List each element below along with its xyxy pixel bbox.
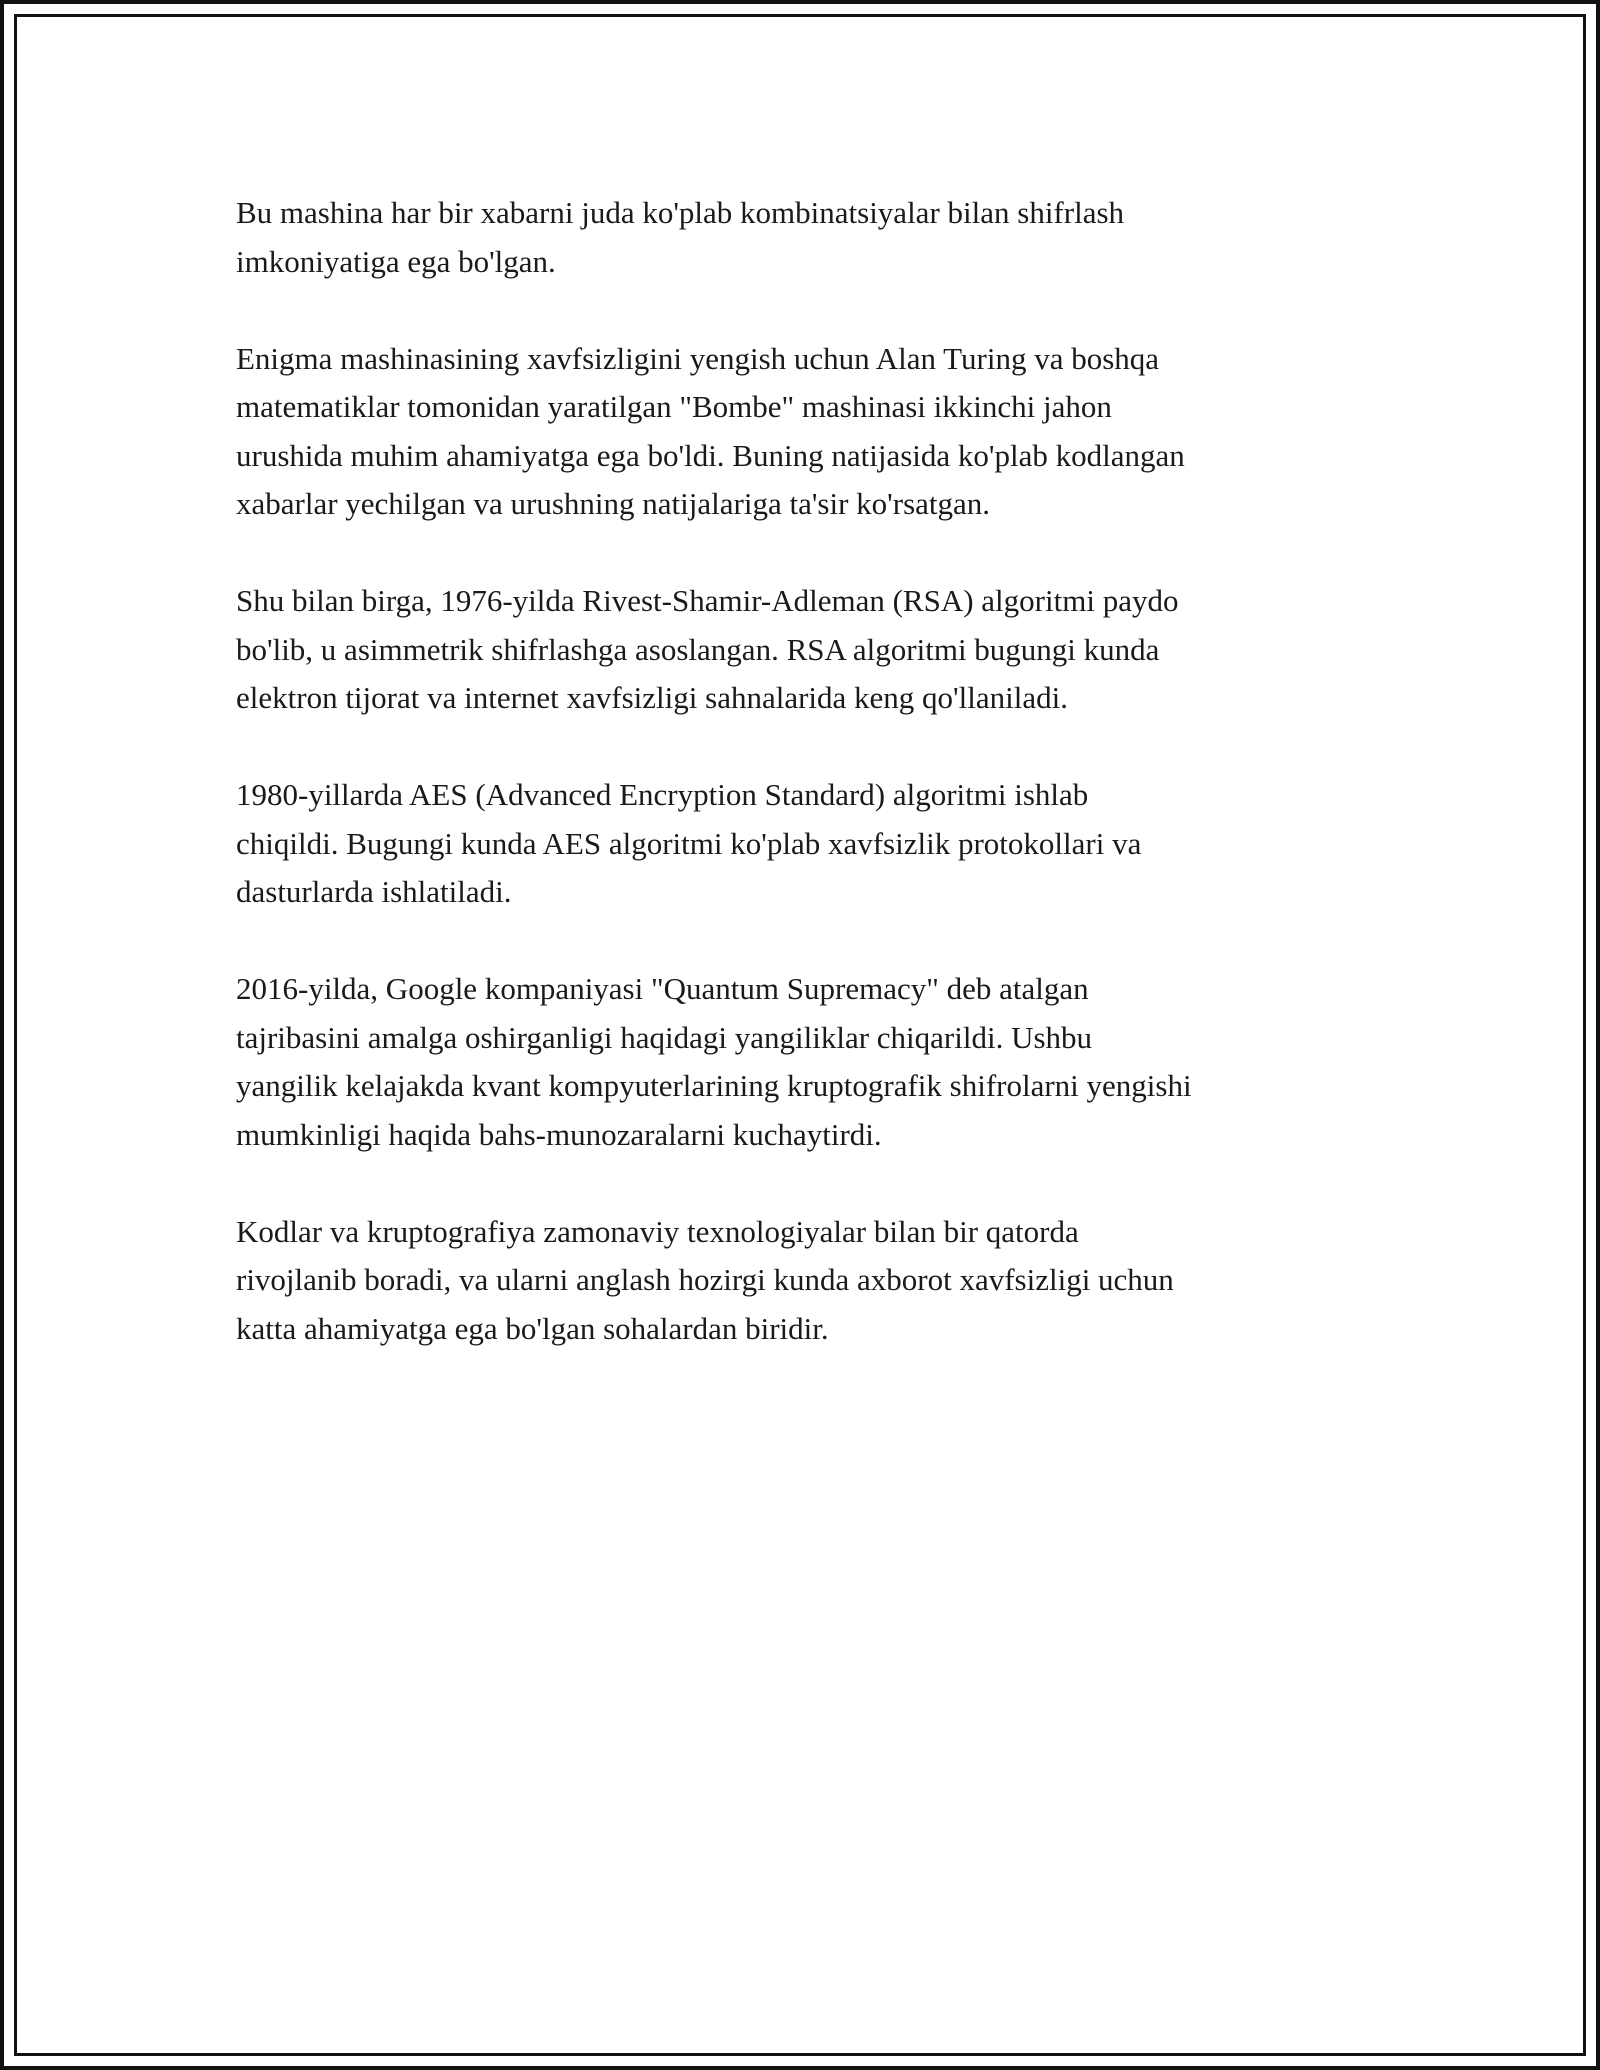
text-line: rivojlanib boradi, va ularni anglash hozirgi kunda axborot xavfsizligi uchun: [236, 1262, 1174, 1297]
text-line: xabarlar yechilgan va urushning natijalariga ta'sir ko'rsatgan.: [236, 486, 991, 521]
text-line: imkoniyatiga ega bo'lgan.: [236, 243, 556, 279]
paragraph-3: [236, 577, 1396, 723]
text-line: katta ahamiyatga ega bo'lgan sohalardan biridir.: [236, 1310, 829, 1346]
text-line: 1980-yillarda AES (Advanced Encryption Standard) algoritmi ishlab: [236, 777, 1089, 812]
paragraph-5: [236, 965, 1396, 1159]
text-line: tajribasini amalga oshirganligi haqidagi yangiliklar chiqarildi. Ushbu: [236, 1019, 1093, 1055]
paragraph-6: [236, 1208, 1396, 1354]
paragraph-4: [236, 771, 1396, 917]
text-line: bo'lib, u asimmetrik shifrlashga asoslangan. RSA algoritmi bugungi kunda: [236, 631, 1160, 667]
text-line: Enigma mashinasining xavfsizligini yengish uchun Alan Turing va boshqa: [236, 340, 1160, 376]
text-line: mumkinligi haqida bahs-munozaralarni kuchaytirdi.: [236, 1116, 882, 1152]
paragraph-1: [236, 189, 1396, 286]
text-line: yangilik kelajakda kvant kompyuterlarining kruptografik shifrolarni yengishi: [236, 1068, 1192, 1103]
text-line: chiqildi. Bugungi kunda AES algoritmi ko'plab xavfsizlik protokollari va: [236, 825, 1142, 861]
text-line: Kodlar va kruptografiya zamonaviy texnologiyalar bilan bir qatorda: [236, 1213, 1079, 1249]
text-line: elektron tijorat va internet xavfsizligi sahnalarida keng qo'llaniladi.: [236, 680, 1068, 715]
document-body: [236, 189, 1396, 1402]
text-line: Shu bilan birga, 1976-yilda Rivest-Shamir-Adleman (RSA) algoritmi paydo: [236, 583, 1179, 618]
text-line: dasturlarda ishlatiladi.: [236, 874, 512, 909]
paragraph-2: [236, 335, 1396, 529]
text-line: 2016-yilda, Google kompaniyasi "Quantum Supremacy" deb atalgan: [236, 971, 1089, 1006]
text-line: urushida muhim ahamiyatga ega bo'ldi. Buning natijasida ko'plab kodlangan: [236, 437, 1185, 473]
text-line: matematiklar tomonidan yaratilgan "Bombe" mashinasi ikkinchi jahon: [236, 389, 1112, 424]
text-line: Bu mashina har bir xabarni juda ko'plab kombinatsiyalar bilan shifrlash: [236, 195, 1125, 230]
